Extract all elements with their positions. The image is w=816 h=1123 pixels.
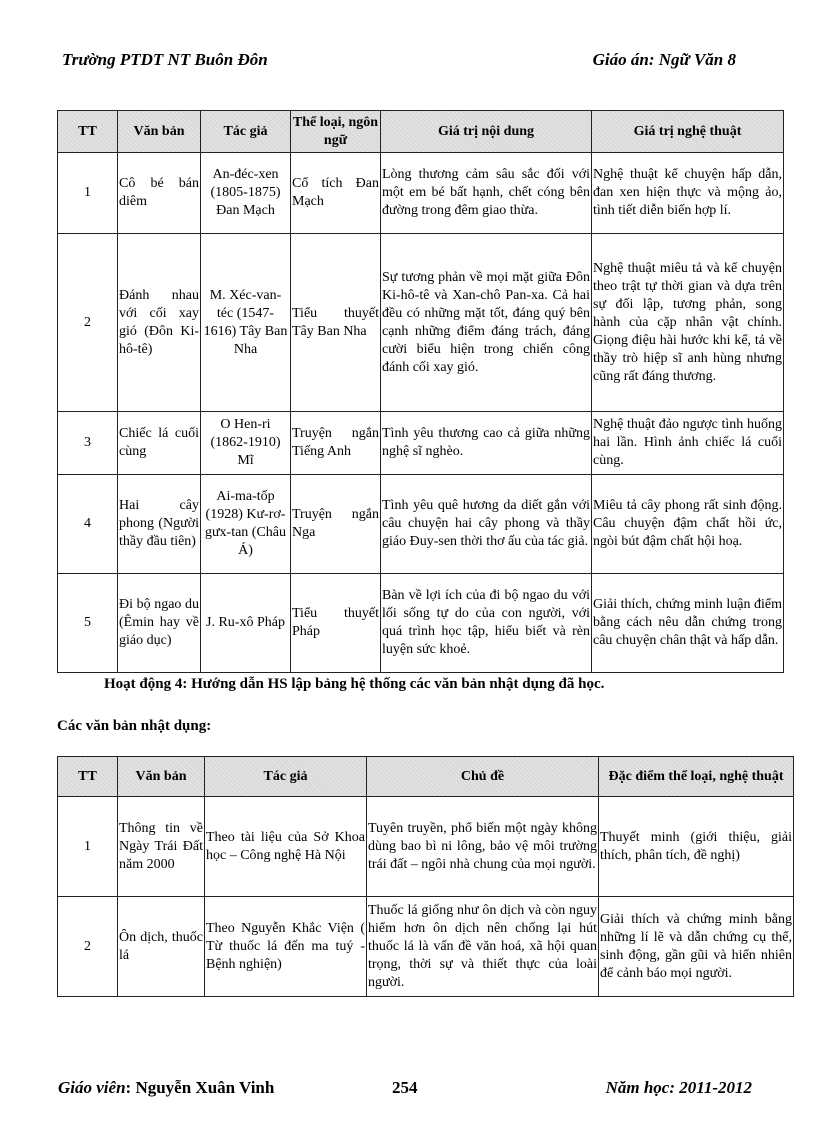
genre: Tiểu thuyết Tây Ban Nha <box>291 234 381 412</box>
genre: Tiểu thuyết Pháp <box>291 574 381 673</box>
row-number: 1 <box>58 797 118 897</box>
activity-4-heading: Hoạt động 4: Hướng dẫn HS lập bảng hệ thống các văn bản nhật dụng đã học. <box>104 676 605 692</box>
art-value: Nghệ thuật kể chuyện hấp dẫn, đan xen hiện thực và mộng ảo, tình tiết diễn biến hợp lí. <box>592 153 784 234</box>
school-year <box>606 1078 752 1098</box>
author: Theo tài liệu của Sở Khoa học – Công nghệ Hà Nội <box>205 797 367 897</box>
year-value: 2011-2012 <box>679 1078 752 1097</box>
author: Theo Nguyễn Khắc Viện ( Từ thuốc lá đến ma tuý - Bệnh nghiện) <box>205 897 367 997</box>
art-value: Nghệ thuật miêu tả và kể chuyện theo trật tự thời gian và dựa trên sự đối lập, tương phản, song hành của cặp nhân vật chính. Giọng điệu hài hước khi kể, tả về thầy trò hiệp sĩ anh hùng nhưng cũng rất đáng thương. <box>592 234 784 412</box>
content-value: Sự tương phản về mọi mặt giữa Đôn Ki-hô-tê và Xan-chô Pan-xa. Cả hai đều có những mặt tốt, đáng quý bên cạnh những điểm đáng trách, đáng cười biểu hiện trong chiến công đánh cối xay gió. <box>381 234 592 412</box>
header-cell: Tác giả <box>205 757 367 797</box>
header-cell: Văn bản <box>118 757 205 797</box>
header-cell: Tác giả <box>201 111 291 153</box>
art-value: Nghệ thuật đảo ngược tình huống hai lần. Hình ảnh chiếc lá cuối cùng. <box>592 412 784 475</box>
row-number: 3 <box>58 412 118 475</box>
work-title: Hai cây phong (Người thầy đầu tiên) <box>118 475 201 574</box>
year-label: Năm học: <box>605 1078 680 1097</box>
table-row <box>58 153 784 234</box>
header-cell: Văn bản <box>118 111 201 153</box>
author: O Hen-ri (1862-1910) Mĩ <box>201 412 291 475</box>
work-title: Đánh nhau với cối xay gió (Đôn Ki-hô-tê) <box>118 234 201 412</box>
teacher-name: : Nguyễn Xuân Vinh <box>125 1078 275 1097</box>
content-value: Tình yêu quê hương da diết gắn với câu chuyện hai cây phong và thầy giáo Đuy-sen thời thơ ấu của tác giả. <box>381 475 592 574</box>
header-cell: Giá trị nội dung <box>381 111 592 153</box>
table-header-row <box>58 111 784 153</box>
art-value: Miêu tả cây phong rất sinh động. Câu chuyện đậm chất hồi ức, ngòi bút đậm chất hội hoạ. <box>592 475 784 574</box>
table-row <box>58 797 794 897</box>
row-number: 4 <box>58 475 118 574</box>
author: M. Xéc-van-téc (1547-1616) Tây Ban Nha <box>201 234 291 412</box>
author: An-đéc-xen (1805-1875) Đan Mạch <box>201 153 291 234</box>
header-cell: Chủ đề <box>367 757 599 797</box>
subject-title: Giáo án: Ngữ Văn 8 <box>592 50 736 69</box>
teacher-label: Giáo viên <box>58 1078 126 1097</box>
teacher-info <box>58 1078 274 1098</box>
content-value: Tình yêu thương cao cả giữa những nghệ sĩ nghèo. <box>381 412 592 475</box>
header-cell: TT <box>58 111 118 153</box>
content-value: Lòng thương cảm sâu sắc đối với một em bé bất hạnh, chết cóng bên đường trong đêm giao thừa. <box>381 153 592 234</box>
table-header-row <box>58 757 794 797</box>
theme: Tuyên truyền, phổ biến một ngày không dùng bao bì ni lông, bảo vệ môi trường trái đất – ngôi nhà chung của mọi người. <box>367 797 599 897</box>
header-cell: Giá trị nghệ thuật <box>592 111 784 153</box>
content-value: Bàn về lợi ích của đi bộ ngao du với lối sống tự do của con người, với quá trình học tập, hiểu biết và rèn luyện sức khoẻ. <box>381 574 592 673</box>
page-number: 254 <box>392 1078 418 1097</box>
table-row <box>58 234 784 412</box>
genre-features: Thuyết minh (giới thiệu, giải thích, phân tích, đề nghị) <box>599 797 794 897</box>
school-name: Trường PTDT NT Buôn Đôn <box>62 50 268 69</box>
work-title: Đi bộ ngao du (Êmin hay về giáo dục) <box>118 574 201 673</box>
genre: Truyện ngắn Nga <box>291 475 381 574</box>
work-title: Chiếc lá cuối cùng <box>118 412 201 475</box>
text-title: Thông tin về Ngày Trái Đất năm 2000 <box>118 797 205 897</box>
section-title: Các văn bản nhật dụng: <box>57 718 212 734</box>
theme: Thuốc lá giống như ôn dịch và còn nguy hiểm hơn ôn dịch nên chống lại hút thuốc lá là vấn đề văn hoá, xã hội quan trọng, thời sự và thiết thực của loài người. <box>367 897 599 997</box>
header-cell: TT <box>58 757 118 797</box>
table-row <box>58 574 784 673</box>
text-title: Ôn dịch, thuốc lá <box>118 897 205 997</box>
table-row <box>58 897 794 997</box>
table-row <box>58 475 784 574</box>
work-title: Cô bé bán diêm <box>118 153 201 234</box>
author: Ai-ma-tốp (1928) Kư-rơ-gưx-tan (Châu Á) <box>201 475 291 574</box>
row-number: 1 <box>58 153 118 234</box>
genre: Truyện ngắn Tiếng Anh <box>291 412 381 475</box>
row-number: 2 <box>58 897 118 997</box>
practical-texts-table <box>57 756 794 997</box>
author: J. Ru-xô Pháp <box>201 574 291 673</box>
header-cell: Thể loại, ngôn ngữ <box>291 111 381 153</box>
header-cell: Đặc điểm thể loại, nghệ thuật <box>599 757 794 797</box>
art-value: Giải thích, chứng minh luận điểm bằng cách nêu dẫn chứng trong câu chuyện chân thật và hấp dẫn. <box>592 574 784 673</box>
table-row <box>58 412 784 475</box>
row-number: 5 <box>58 574 118 673</box>
genre: Cổ tích Đan Mạch <box>291 153 381 234</box>
literature-table <box>57 110 784 673</box>
row-number: 2 <box>58 234 118 412</box>
genre-features: Giải thích và chứng minh bằng những lí lẽ và dẫn chứng cụ thể, sinh động, gần gũi và hiển nhiên để cảnh báo mọi người. <box>599 897 794 997</box>
